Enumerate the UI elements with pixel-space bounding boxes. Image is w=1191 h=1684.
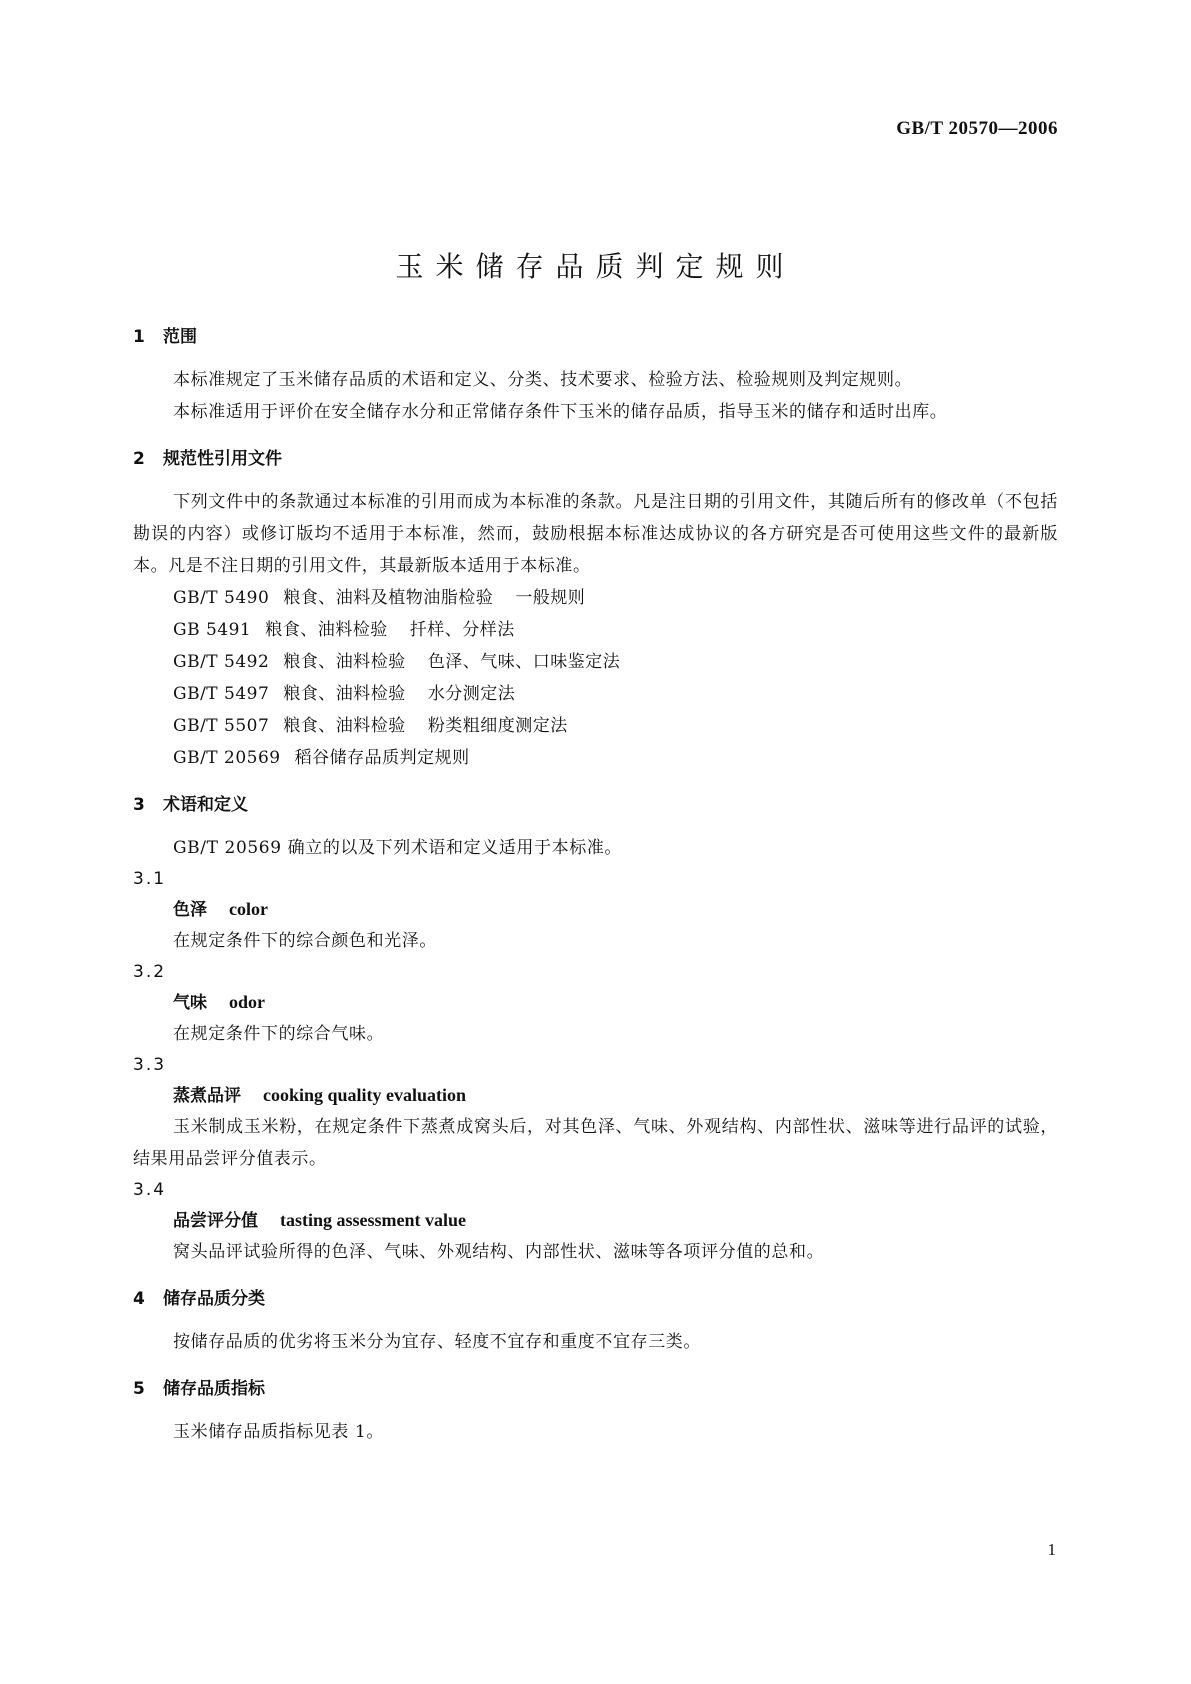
- term-number: 3.3: [133, 1055, 167, 1075]
- reference-title: 粮食、油料检验: [283, 652, 406, 672]
- reference-title: 粮食、油料检验: [283, 684, 406, 704]
- term-en: tasting assessment value: [280, 1210, 467, 1230]
- paragraph: 本标准规定了玉米储存品质的术语和定义、分类、技术要求、检验方法、检验规则及判定规则。: [173, 370, 913, 390]
- reference-subtitle: 扦样、分样法: [409, 620, 515, 640]
- paragraph: 玉米储存品质指标见表 1。: [173, 1422, 385, 1442]
- reference-code: GB/T 5507: [173, 716, 270, 736]
- reference-code: GB 5491: [173, 620, 252, 640]
- term-en: color: [229, 899, 268, 919]
- page-number: 1: [1047, 1540, 1056, 1559]
- reference-code: GB/T 5490: [173, 588, 270, 608]
- section-title: 规范性引用文件: [163, 449, 282, 469]
- reference-code: GB/T 5497: [173, 684, 270, 704]
- term-definition: 在规定条件下的综合气味。: [173, 1024, 385, 1044]
- term-zh: 色泽: [173, 900, 207, 920]
- reference-item: [173, 582, 1058, 614]
- reference-code: GB/T 5492: [173, 652, 270, 672]
- paragraph: 下列文件中的条款通过本标准的引用而成为本标准的条款。凡是注日期的引用文件，其随后所有的修改单（不包括勘误的内容）或修订版均不适用于本标准，然而，鼓励根据本标准达成协议的各方研究是否可使用这些文件的最新版本。凡是不注日期的引用文件，其最新版本适用于本标准。: [133, 492, 1058, 576]
- reference-item: [173, 646, 1058, 678]
- section-4-heading: [133, 1284, 1058, 1314]
- term-heading: [173, 1080, 1058, 1111]
- section-number: 3: [133, 795, 145, 815]
- paragraph: GB/T 20569 确立的以及下列术语和定义适用于本标准。: [173, 838, 623, 858]
- section-1-heading: [133, 322, 1058, 352]
- section-number: 2: [133, 449, 145, 469]
- paragraph: 按储存品质的优劣将玉米分为宜存、轻度不宜存和重度不宜存三类。: [173, 1332, 701, 1352]
- document-title: 玉米储存品质判定规则: [395, 249, 796, 283]
- term-number: 3.1: [133, 869, 167, 889]
- term-zh: 气味: [173, 993, 207, 1013]
- standard-code: GB/T 20570—2006: [896, 118, 1058, 139]
- term-zh: 蒸煮品评: [173, 1086, 241, 1106]
- section-5-heading: [133, 1374, 1058, 1404]
- section-title: 储存品质指标: [163, 1379, 265, 1399]
- reference-subtitle: 粉类粗细度测定法: [427, 716, 568, 736]
- section-number: 1: [133, 327, 145, 347]
- term-definition: 在规定条件下的综合颜色和光泽。: [173, 931, 437, 951]
- paragraph: 本标准适用于评价在安全储存水分和正常储存条件下玉米的储存品质，指导玉米的储存和适时出库。: [173, 402, 948, 422]
- term-heading: [173, 987, 1058, 1018]
- section-title: 范围: [163, 327, 197, 347]
- section-2-heading: [133, 444, 1058, 474]
- reference-item: [173, 742, 1058, 774]
- reference-code: GB/T 20569: [173, 748, 281, 768]
- reference-subtitle: 色泽、气味、口味鉴定法: [427, 652, 621, 672]
- section-title: 术语和定义: [163, 795, 248, 815]
- term-en: odor: [229, 992, 265, 1012]
- reference-item: [173, 678, 1058, 710]
- section-number: 4: [133, 1289, 145, 1309]
- term-number: 3.4: [133, 1180, 167, 1200]
- reference-title: 粮食、油料检验: [283, 716, 406, 736]
- reference-item: [173, 614, 1058, 646]
- document-body: [133, 322, 1058, 1448]
- reference-subtitle: 一般规则: [515, 588, 586, 608]
- term-definition: 窝头品评试验所得的色泽、气味、外观结构、内部性状、滋味等各项评分值的总和。: [173, 1242, 825, 1262]
- reference-title: 粮食、油料及植物油脂检验: [283, 588, 494, 608]
- term-number: 3.2: [133, 962, 167, 982]
- section-title: 储存品质分类: [163, 1289, 265, 1309]
- term-heading: [173, 894, 1058, 925]
- reference-title: 稻谷储存品质判定规则: [294, 748, 470, 768]
- term-zh: 品尝评分值: [173, 1211, 258, 1231]
- reference-subtitle: 水分测定法: [427, 684, 516, 704]
- term-en: cooking quality evaluation: [263, 1085, 467, 1105]
- section-number: 5: [133, 1379, 145, 1399]
- term-heading: [173, 1205, 1058, 1236]
- reference-title: 粮食、油料检验: [265, 620, 388, 640]
- section-3-heading: [133, 790, 1058, 820]
- reference-item: [173, 710, 1058, 742]
- term-definition: 玉米制成玉米粉，在规定条件下蒸煮成窝头后，对其色泽、气味、外观结构、内部性状、滋味等进行品评的试验，结果用品尝评分值表示。: [133, 1117, 1058, 1169]
